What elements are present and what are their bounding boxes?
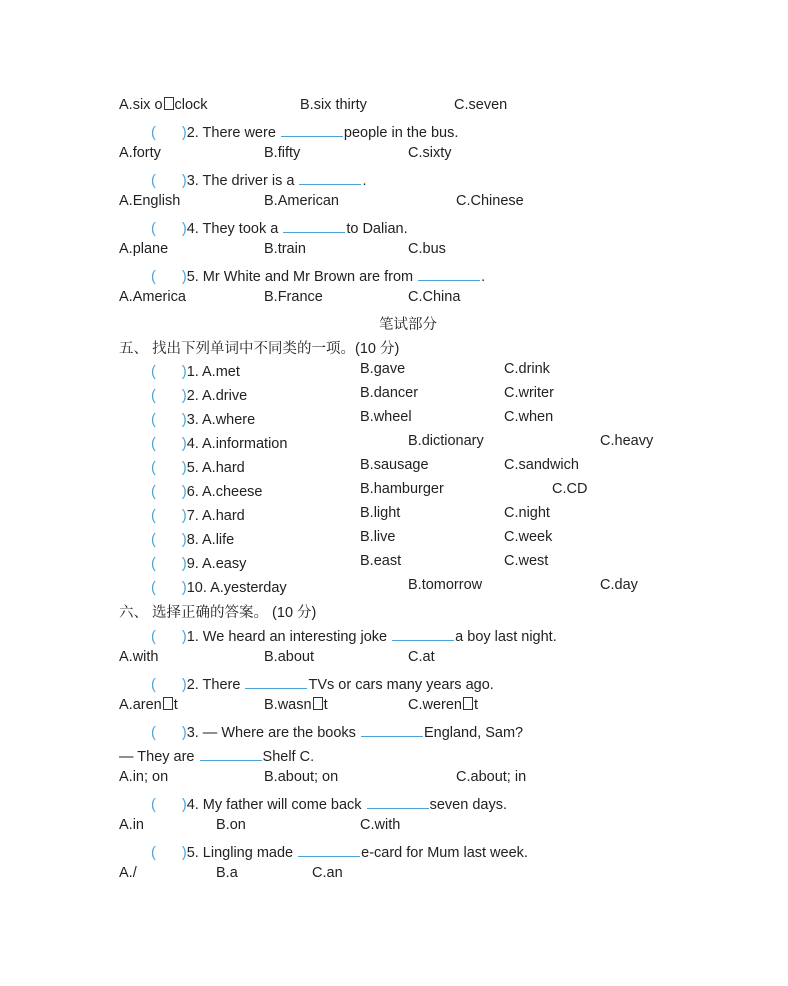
section5-item: ( )1. A.met [151,364,240,380]
answer-blank[interactable] [283,217,345,233]
section5-item: ( )4. A.information [151,436,288,452]
option-a: A.America [119,289,186,305]
answer-blank[interactable] [367,793,429,809]
option-b: B.about [264,649,314,665]
option-q1-a: A.six o clock [119,97,208,113]
question-s6-1: ( )1. We heard an interesting joke a boy last night. [151,625,557,647]
option-c: C.about; in [456,769,527,785]
answer-blank[interactable] [200,745,262,761]
option-b: B.fifty [264,145,301,161]
option-a: A.in [119,817,144,833]
missing-glyph-box [463,697,473,710]
written-part-title: 笔试部分 [379,317,437,333]
answer-blank[interactable] [281,121,343,137]
option-c: C.with [360,817,401,833]
answer-blank[interactable] [245,673,307,689]
option-b: B.wasn t [264,697,328,713]
option-c: C.heavy [600,433,654,449]
option-c: C.writer [504,385,554,401]
section5-item: ( )2. A.drive [151,388,248,404]
question-s6-3-reply: — They are Shelf C. [119,745,314,767]
section5-item: ( )9. A.easy [151,556,247,572]
option-q1-c: C.seven [454,97,508,113]
option-c: C.west [504,553,549,569]
section5-heading: 五、 找出下列单词中不同类的一项。(10 分) [119,341,400,357]
missing-glyph-box [313,697,323,710]
option-a: A.in; on [119,769,169,785]
option-a: A.English [119,193,181,209]
section5-item: ( )10. A.yesterday [151,580,287,596]
question-p4-4: ( )4. They took a to Dalian. [151,217,408,239]
option-c: C.sixty [408,145,452,161]
option-c: C.when [504,409,554,425]
missing-glyph-box [163,697,173,710]
option-c: C.Chinese [456,193,524,209]
option-c: C.week [504,529,553,545]
option-a: A.forty [119,145,161,161]
option-c: C.weren t [408,697,479,713]
question-s6-4: ( )4. My father will come back seven days. [151,793,507,815]
missing-glyph-box [164,97,174,110]
option-a: A./ [119,865,137,881]
option-b: B.hamburger [360,481,444,497]
option-b: B.train [264,241,306,257]
answer-blank[interactable] [298,841,360,857]
section5-item: ( )8. A.life [151,532,235,548]
option-q1-b: B.six thirty [300,97,367,113]
option-c: C.drink [504,361,550,377]
option-c: C.sandwich [504,457,579,473]
option-a: A.plane [119,241,169,257]
option-b: B.east [360,553,402,569]
option-b: B.American [264,193,339,209]
option-b: B.wheel [360,409,412,425]
option-c: C.CD [552,481,588,497]
option-b: B.live [360,529,396,545]
section5-item: ( )6. A.cheese [151,484,263,500]
option-b: B.light [360,505,401,521]
option-b: B.dancer [360,385,419,401]
option-c: C.day [600,577,638,593]
option-b: B.gave [360,361,406,377]
option-c: C.at [408,649,435,665]
option-b: B.France [264,289,323,305]
answer-blank[interactable] [392,625,454,641]
option-c: C.night [504,505,550,521]
section5-item: ( )7. A.hard [151,508,245,524]
section5-item: ( )3. A.where [151,412,256,428]
option-b: B.sausage [360,457,429,473]
option-b: B.dictionary [408,433,484,449]
option-a: A.aren t [119,697,178,713]
option-c: C.China [408,289,461,305]
answer-blank[interactable] [361,721,423,737]
section5-item: ( )5. A.hard [151,460,245,476]
question-p4-5: ( )5. Mr White and Mr Brown are from . [151,265,485,287]
option-c: C.an [312,865,343,881]
option-b: B.about; on [264,769,339,785]
option-a: A.with [119,649,159,665]
option-b: B.a [216,865,238,881]
question-p4-2: ( )2. There were people in the bus. [151,121,458,143]
option-b: B.on [216,817,246,833]
section6-heading: 六、 选择正确的答案。 (10 分) [119,605,317,621]
question-p4-3: ( )3. The driver is a . [151,169,366,191]
question-s6-5: ( )5. Lingling made e-card for Mum last week. [151,841,528,863]
answer-blank[interactable] [418,265,480,281]
option-b: B.tomorrow [408,577,483,593]
question-s6-3: ( )3. — Where are the books England, Sam? [151,721,523,743]
question-s6-2: ( )2. There TVs or cars many years ago. [151,673,494,695]
option-c: C.bus [408,241,446,257]
answer-blank[interactable] [299,169,361,185]
